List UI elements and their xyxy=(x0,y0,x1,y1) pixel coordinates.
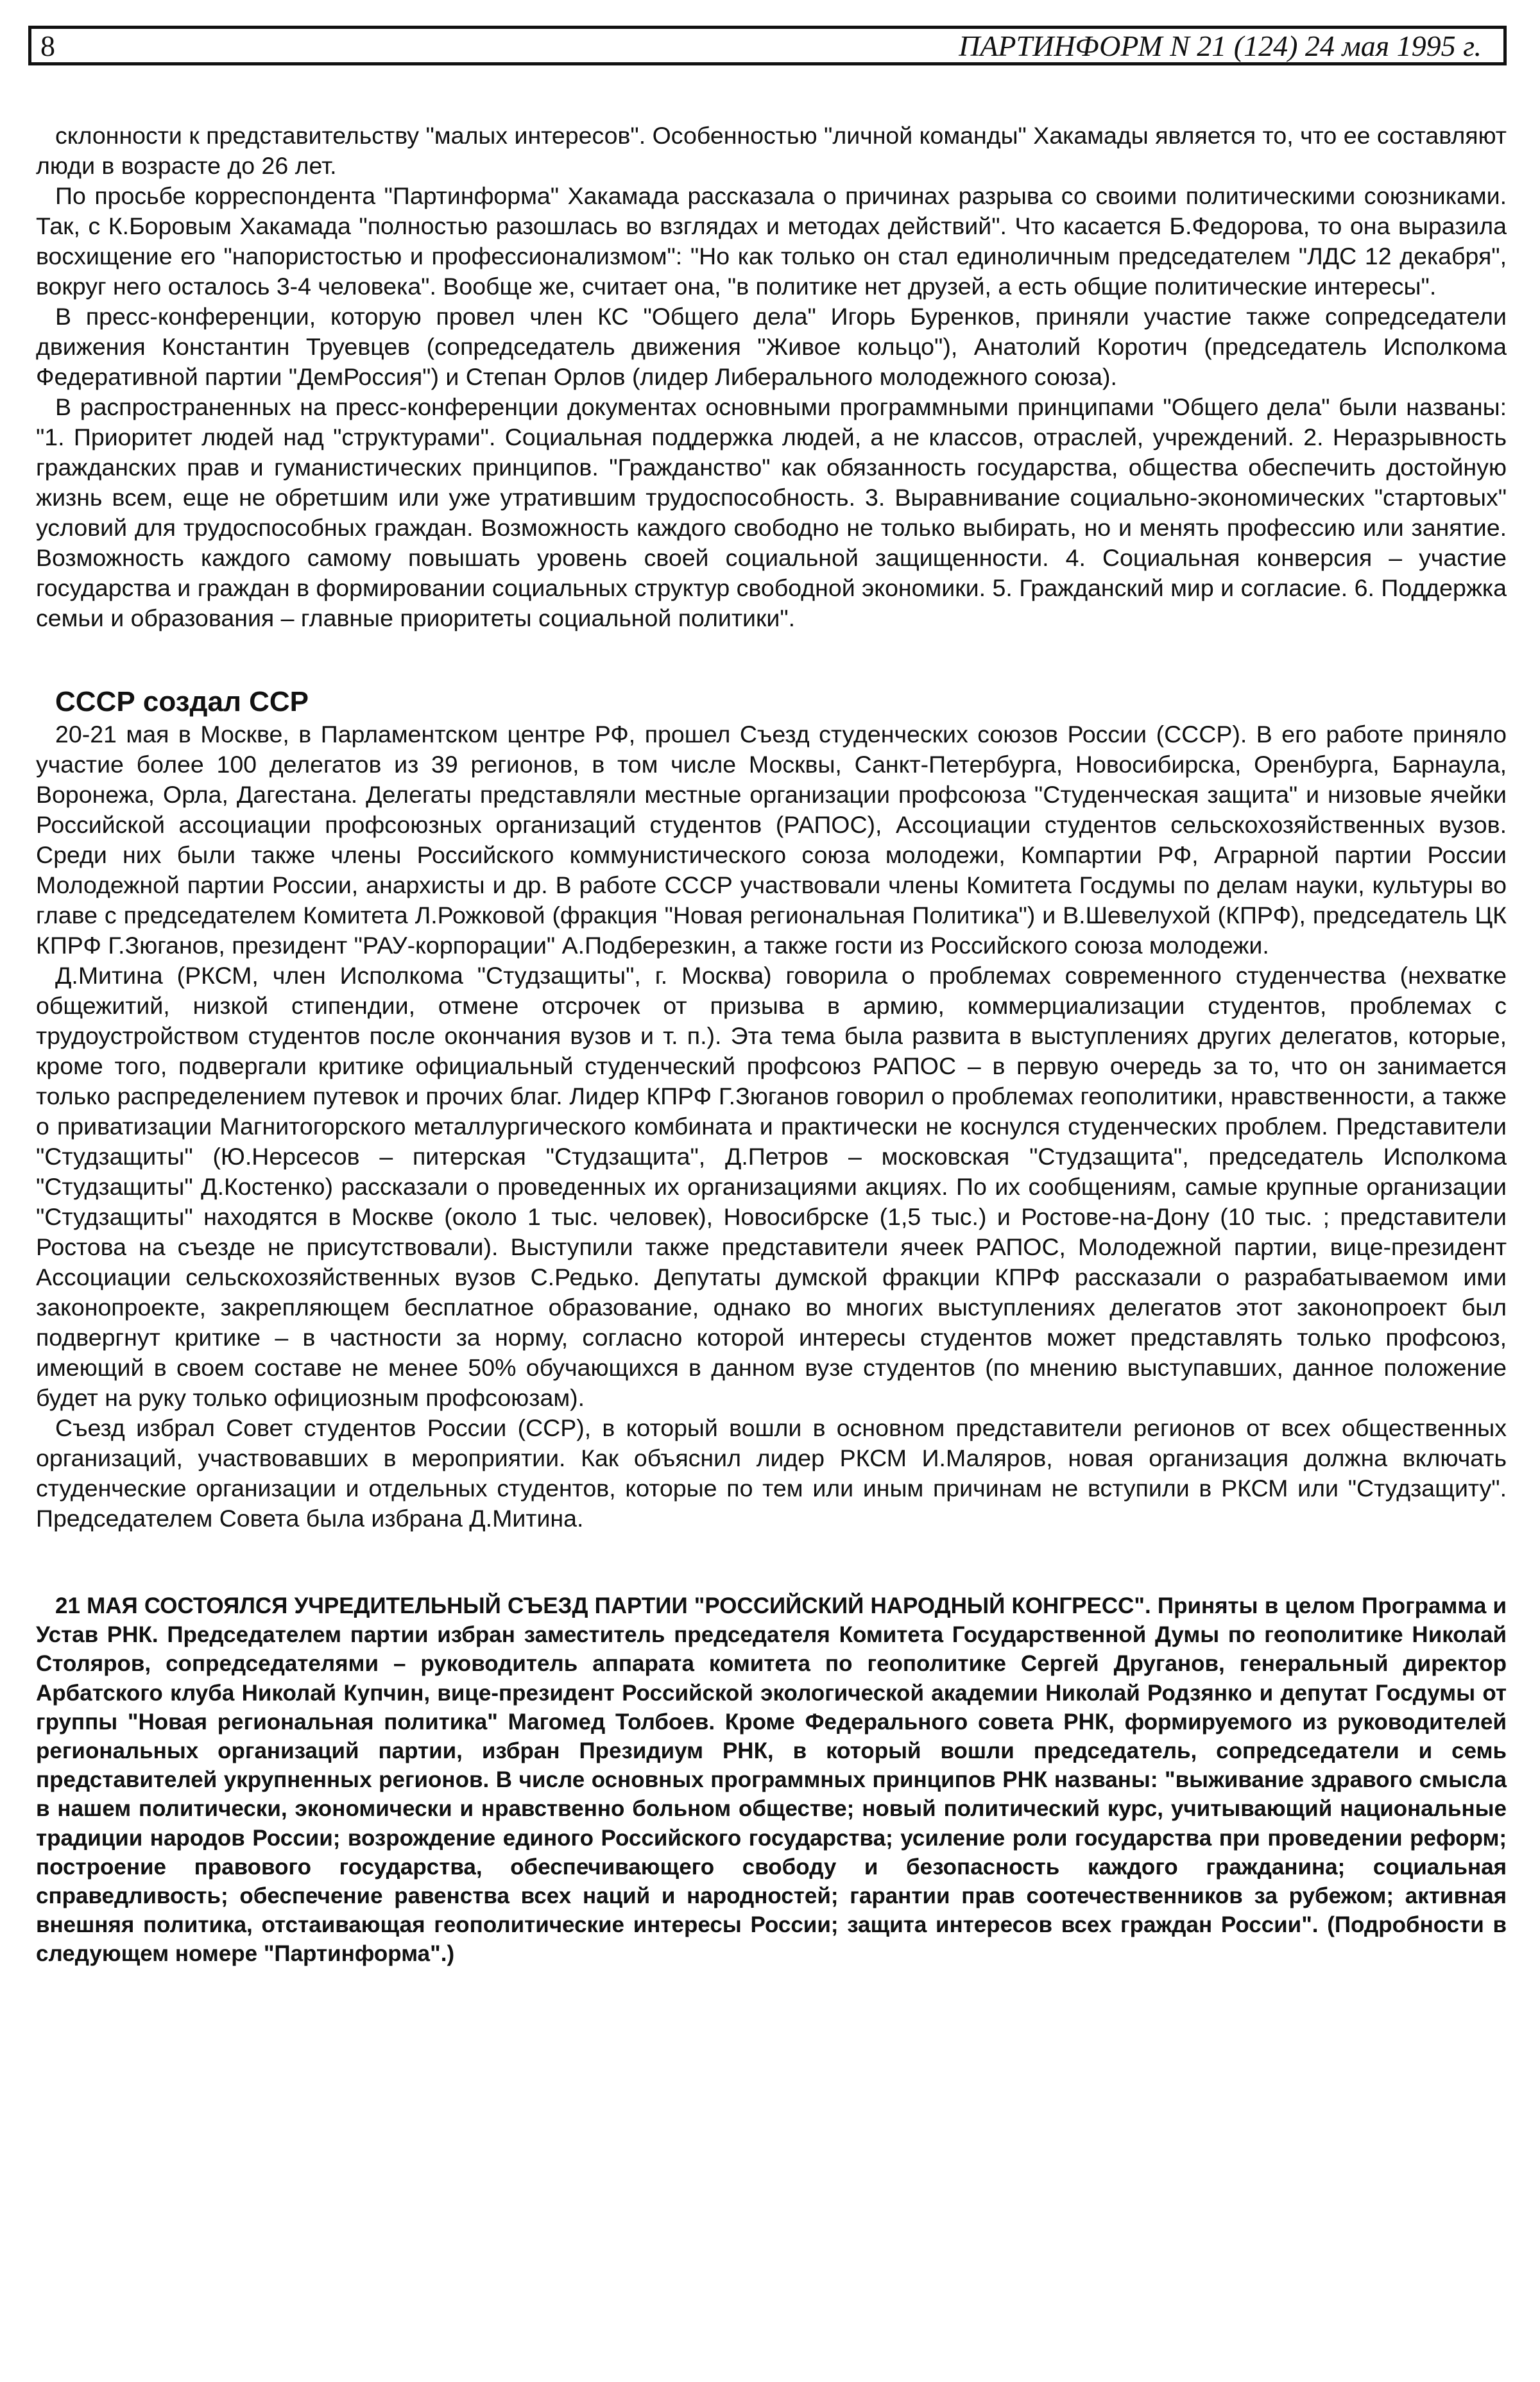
paragraph: По просьбе корреспондента "Партинформа" Хакамада рассказала о причинах разрыва со своими политическими союзниками. Так, с К.Боровым Хакамада "полностью разошлась во взглядах и методах действий". Что касается Б.Федорова, то она выразила восхищение его "напористостью и профессионализмом": "Но как только он стал единоличным председателем "ЛДС 12 декабря", вокруг него осталось 3-4 человека". Вообще же, считает она, "в политике нет друзей, а есть общие политические интересы". xyxy=(36,182,1507,300)
paragraph: Съезд избрал Совет студентов России (ССР), в который вошли в основном представители регионов от всех общественных организаций, участвовавших в мероприятии. Как объяснил лидер РКСМ И.Маляров, новая организация должна включать студенческие организации и отдельных студентов, которые по тем или иным причинам не вступили в РКСМ или "Студзащиту". Председателем Совета была избрана Д.Митина. xyxy=(36,1414,1507,1532)
page-number: 8 xyxy=(40,29,55,62)
section-obshchee-delo xyxy=(36,121,1507,633)
publication-title: ПАРТИНФОРМ N 21 (124) 24 мая 1995 г. xyxy=(959,29,1482,62)
section-rnk xyxy=(36,1591,1507,1969)
paragraph: В пресс-конференции, которую провел член КС "Общего дела" Игорь Буренков, приняли участие также сопредседатели движения Константин Труевцев (сопредседатель движения "Живое кольцо"), Анатолий Коротич (председатель Исполкома Федеративной партии "ДемРоссия") и Степан Орлов (лидер Либерального молодежного союза). xyxy=(36,303,1507,390)
paragraph: склонности к представительству "малых интересов". Особенностью "личной команды" Хакамады является то, что ее составляют люди в возрасте до 26 лет. xyxy=(36,122,1507,179)
section-sssr xyxy=(36,685,1507,1534)
news-brief-rnk: 21 МАЯ СОСТОЯЛСЯ УЧРЕДИТЕЛЬНЫЙ СЪЕЗД ПАРТИИ "РОССИЙСКИЙ НАРОДНЫЙ КОНГРЕСС". Приняты в целом Программа и Устав РНК. Председателем партии избран заместитель председателя Комитета Государственной Думы по геополитике Николай Столяров, сопредседателями – руководитель аппарата комитета по геополитике Сергей Друганов, генеральный директор Арбатского клуба Николай Купчин, вице-президент Российской экологической академии Николай Родзянко и депутат Госдумы от группы "Новая региональная политика" Магомед Толбоев. Кроме Федерального совета РНК, формируемого из руководителей региональных организаций партии, избран Президиум РНК, в который вошли председатель, сопредседатели и семь представителей укрупненных регионов. В числе основных программных принципов РНК названы: "выживание здравого смысла в нашем политически, экономически и нравственно больном обществе; новый политический курс, учитывающий национальные традиции народов России; возрождение единого Российского государства; усиление роли государства при проведении реформ; построение правового государства, обеспечивающего свободу и безопасность каждого гражданина; социальная справедливость; обеспечение равенства всех наций и народностей; гарантии прав соотечественников за рубежом; активная внешняя политика, отстаивающая геополитические интересы России; защита интересов всех граждан России". (Подробности в следующем номере "Партинформа".) xyxy=(36,1593,1507,1967)
paragraph: В распространенных на пресс-конференции документах основными программными принципами "Общего дела" были названы: "1. Приоритет людей над "структурами". Социальная поддержка людей, а не классов, отраслей, учреждений. 2. Неразрывность гражданских прав и гуманистических принципов. "Гражданство" как обязанность государства, общества обеспечить достойную жизнь всем, еще не обретшим или уже утратившим трудоспособность. 3. Выравнивание социально-экономических "стартовых" условий для трудоспособных граждан. Возможность каждого свободно не только выбирать, но и менять профессию или занятие. Возможность каждого самому повышать уровень своей социальной защищенности. 4. Социальная конверсия – участие государства и граждан в формировании социальных структур свободной экономики. 5. Гражданский мир и согласие. 6. Поддержка семьи и образования – главные приоритеты социальной политики". xyxy=(36,393,1507,631)
page-header xyxy=(28,26,1507,65)
article-body xyxy=(36,121,1507,1969)
paragraph: 20-21 мая в Москве, в Парламентском центре РФ, прошел Съезд студенческих союзов России (СССР). В его работе приняло участие более 100 делегатов из 39 регионов, в том числе Москвы, Санкт-Петербурга, Новосибирска, Оренбурга, Барнаула, Воронежа, Орла, Дагестана. Делегаты представляли местные организации профсоюза "Студенческая защита" и низовые ячейки Российской ассоциации профсоюзных организаций студентов (РАПОС), Ассоциации студентов сельскохозяйственных вузов. Среди них были также члены Российского коммунистического союза молодежи, Компартии РФ, Аграрной партии России Молодежной партии России, анархисты и др. В работе СССР участвовали члены Комитета Госдумы по делам науки, культуры во главе с председателем Комитета Л.Рожковой (фракция "Новая региональная Политика") и В.Шевелухой (КПРФ), председатель ЦК КПРФ Г.Зюганов, президент "РАУ-корпорации" А.Подберезкин, а также гости из Российского союза молодежи. xyxy=(36,721,1507,959)
article-headline: СССР создал ССР xyxy=(55,686,309,717)
paragraph: Д.Митина (РКСМ, член Исполкома "Студзащиты", г. Москва) говорила о проблемах современного студенчества (нехватке общежитий, низкой стипендии, отмене отсрочек от призыва в армию, коммерциализации студентов, проблемах с трудоустройством студентов после окончания вузов и т. п.). Эта тема была развита в выступлениях других делегатов, которые, кроме того, подвергали критике официальный студенческий профсоюз РАПОС – в первую очередь за то, что он занимается только распределением путевок и прочих благ. Лидер КПРФ Г.Зюганов говорил о проблемах геополитики, нравственности, а также о приватизации Магнитогорского металлургического комбината и практически не коснулся студенческих проблем. Представители "Студзащиты" (Ю.Нерсесов – питерская "Студзащита", Д.Петров – московская "Студзащита", председатель Исполкома "Студзащиты" Д.Костенко) рассказали о проведенных их организациями акциях. По их сообщениям, самые крупные организации "Студзащиты" находятся в Москве (около 1 тыс. человек), Новосибрске (1,5 тыс.) и Ростове-на-Дону (10 тыс. ; представители Ростова на съезде не присутствовали). Выступили также представители ячеек РАПОС, Молодежной партии, вице-президент Ассоциации сельскохозяйственных вузов С.Редько. Депутаты думской фракции КПРФ рассказали о разрабатываемом ими законопроекте, закрепляющем бесплатное образование, однако во многих выступлениях делегатов этот законопроект был подвергнут критике – в частности за норму, согласно которой интересы студентов может представлять только профсоюз, имеющий в своем составе не менее 50% обучающихся в данном вузе студентов (по мнению выступавших, данное положение будет на руку только официозным профсоюзам). xyxy=(36,962,1507,1411)
